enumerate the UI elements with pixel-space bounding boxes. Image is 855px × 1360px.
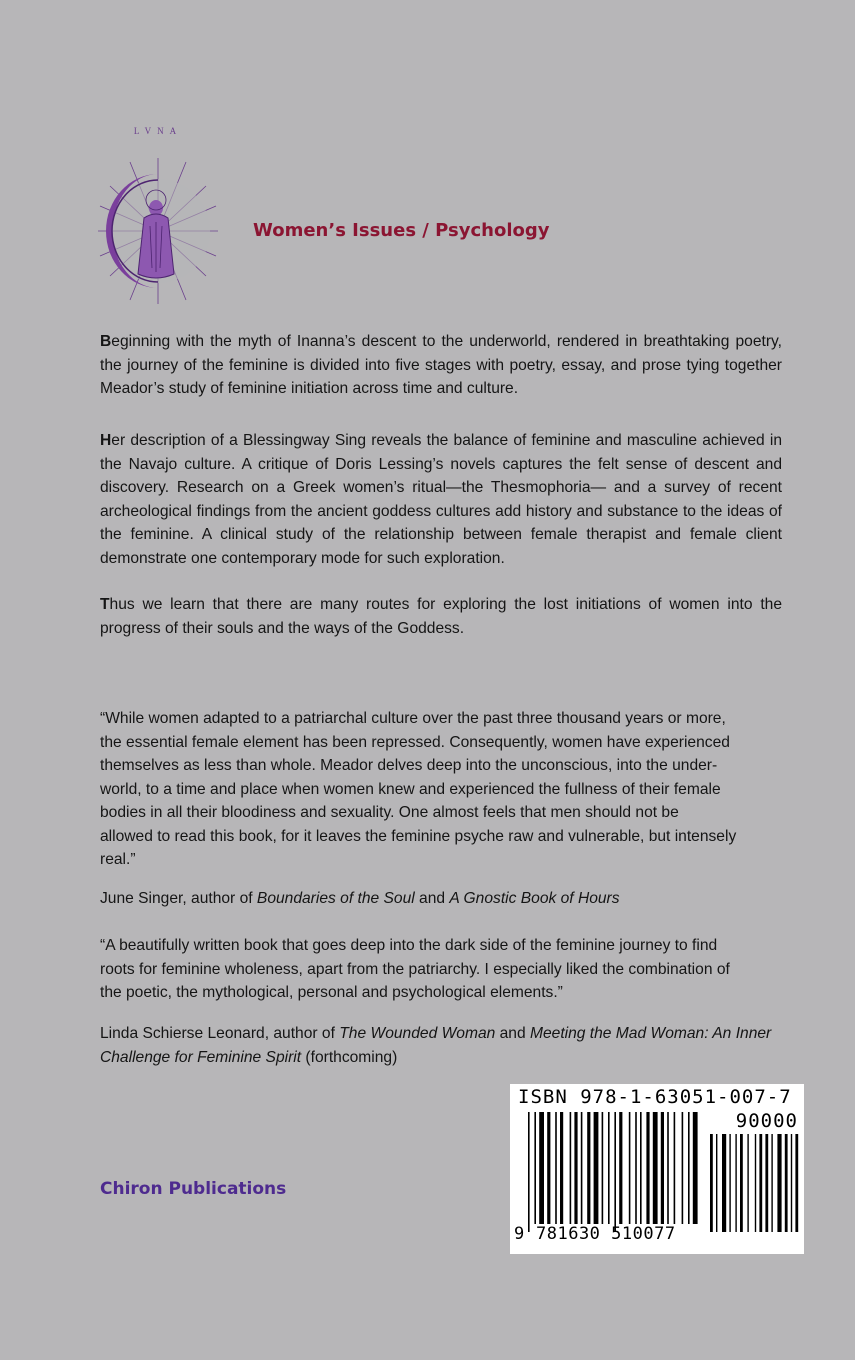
- moon-madonna-icon: [96, 156, 220, 306]
- barcode-bar: [653, 1112, 658, 1224]
- barcode-bar: [710, 1134, 713, 1232]
- price-code: 90000: [735, 1110, 798, 1132]
- attribution-conjunction: and: [414, 890, 450, 907]
- quote-line: “While women adapted to a patriarchal culture over the past three thousand years or more,: [100, 710, 726, 727]
- barcode-bar: [771, 1134, 772, 1232]
- barcode-bar: [735, 1134, 736, 1232]
- barcode-bar: [688, 1112, 690, 1224]
- quote-line: real.”: [100, 851, 136, 868]
- barcode-bar: [581, 1112, 583, 1224]
- review-quote: [100, 934, 790, 1005]
- quote-line: the poetic, the mythological, personal and psychological elements.”: [100, 984, 563, 1001]
- attribution-title: A Gnostic Book of Hours: [449, 890, 620, 907]
- quote-line: the essential female element has been repressed. Consequently, women have experienced: [100, 733, 730, 751]
- barcode-bar: [777, 1134, 781, 1232]
- barcode-bar: [560, 1112, 563, 1224]
- publisher-name: Chiron Publications: [100, 1179, 287, 1199]
- quote-line: “A beautifully written book that goes deep into the dark side of the feminine journey to find: [100, 937, 718, 954]
- description-paragraph: [100, 330, 782, 401]
- barcode-bar: [716, 1134, 717, 1232]
- quote-line: allowed to read this book, for it leaves the feminine psyche raw and vulnerable, but intensely: [100, 827, 737, 845]
- barcode-bar: [587, 1112, 590, 1224]
- barcode-bar: [759, 1134, 762, 1232]
- attribution-author: June Singer, author of: [100, 890, 257, 907]
- barcode-bar: [729, 1134, 730, 1232]
- isbn-barcode: [510, 1084, 804, 1254]
- barcode-bar: [682, 1112, 684, 1224]
- attribution-title: The Wounded Woman: [339, 1025, 496, 1042]
- barcode-bar: [722, 1134, 726, 1232]
- barcode-bar: [646, 1112, 649, 1224]
- barcode-bar: [791, 1134, 792, 1232]
- barcode-bar: [640, 1112, 642, 1224]
- barcode-bar: [619, 1112, 622, 1224]
- barcode-bar: [539, 1112, 544, 1224]
- barcode-bar: [528, 1112, 530, 1232]
- barcode-bar: [747, 1134, 748, 1232]
- barcode-bar: [614, 1112, 616, 1232]
- barcode-bar: [594, 1112, 599, 1224]
- barcode-bar: [674, 1112, 676, 1224]
- quote-attribution: [100, 887, 790, 911]
- attribution-title: Boundaries of the Soul: [256, 890, 415, 907]
- barcode-bar: [795, 1134, 798, 1232]
- attribution-author: Linda Schierse Leonard, author of: [100, 1025, 340, 1042]
- barcode-bar: [755, 1134, 756, 1232]
- barcode-bar: [547, 1112, 550, 1224]
- barcode-bar: [602, 1112, 604, 1224]
- barcode-bar: [785, 1134, 788, 1232]
- ean-digits: 781630 510077: [536, 1224, 676, 1244]
- description-paragraph: [100, 429, 782, 570]
- barcode-bar: [608, 1112, 610, 1224]
- attribution-conjunction: and: [495, 1025, 530, 1042]
- barcode-bar: [667, 1112, 669, 1224]
- barcode-bar: [661, 1112, 664, 1224]
- quote-line: themselves as less than whole. Meador delves deep into the unconscious, into the under-: [100, 757, 718, 774]
- barcode-bar: [629, 1112, 631, 1224]
- ean-first-digit: 9: [514, 1224, 525, 1244]
- barcode-bar: [534, 1112, 536, 1224]
- barcode-bar: [740, 1134, 743, 1232]
- barcode-bar: [693, 1112, 698, 1224]
- category-heading: Women’s Issues / Psychology: [253, 220, 550, 241]
- emblem-word: LVNA: [133, 126, 183, 136]
- paragraph-text: eginning with the myth of Inanna’s descent to the underworld, rendered in breathtaking poetry, the journey of the feminine is divided into five stages with poetry, essay, and prose tying together Meador’s study of feminine initiation across time and culture.: [100, 333, 782, 397]
- attribution-title: Meeting the Mad Woman: An Inner Challenge for Feminine Spirit: [100, 1025, 772, 1066]
- paragraph-text: er description of a Blessingway Sing reveals the balance of feminine and masculine achieved in the Navajo culture. A critique of Doris Lessing’s novels captures the felt sense of descent and discovery. Research on a Greek women’s ritual—the Thesmophoria— and a survey of recent archeological findings from the ancient goddess cultures add history and substance to the ideas of the feminine. A clinical study of the relationship between female therapist and female client demonstrate one contemporary mode for such exploration.: [100, 432, 782, 567]
- drop-initial: T: [100, 596, 110, 613]
- barcode-bar: [765, 1134, 768, 1232]
- attribution-note: (forthcoming): [301, 1048, 398, 1066]
- drop-initial: B: [100, 333, 112, 350]
- barcode-bar: [574, 1112, 577, 1224]
- barcode-bar: [635, 1112, 637, 1224]
- paragraph-text: hus we learn that there are many routes for exploring the lost initiations of women into the progress of their souls and the ways of the Goddess.: [100, 596, 782, 637]
- luna-emblem: [96, 126, 220, 306]
- quote-line: world, to a time and place when women knew and experienced the fullness of their female: [100, 780, 721, 798]
- quote-line: bodies in all their bloodiness and sexuality. One almost feels that men should not be: [100, 804, 679, 821]
- quote-attribution: [100, 1022, 786, 1069]
- barcode-bar: [570, 1112, 572, 1224]
- review-quote: [100, 707, 790, 872]
- quote-line: roots for feminine wholeness, apart from the patriarchy. I especially liked the combination of: [100, 960, 730, 978]
- drop-initial: H: [100, 432, 112, 449]
- isbn-label: ISBN 978-1-63051-007-7: [518, 1086, 792, 1108]
- barcode-bar: [555, 1112, 557, 1224]
- description-paragraph: [100, 593, 782, 640]
